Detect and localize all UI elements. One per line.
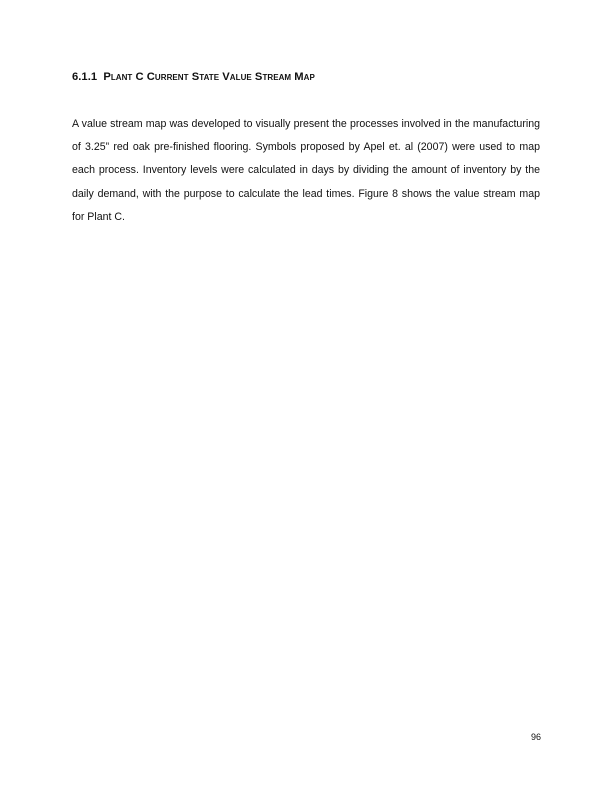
page-number: 96: [530, 732, 541, 742]
body-paragraph: A value stream map was developed to visually present the processes involved in the manufacturing of 3.25” red oak pre-finished flooring. Symbols proposed by Apel et. al (2007) were used to map each process. Inventory levels were calculated in days by dividing the amount of inventory by the daily demand, with the purpose to calculate the lead times. Figure 8 shows the value stream map for Plant C.: [72, 118, 540, 223]
section-heading: [72, 71, 315, 83]
section-number: 6.1.1: [72, 71, 98, 83]
section-title: Plant C Current State Value Stream Map: [103, 71, 315, 83]
